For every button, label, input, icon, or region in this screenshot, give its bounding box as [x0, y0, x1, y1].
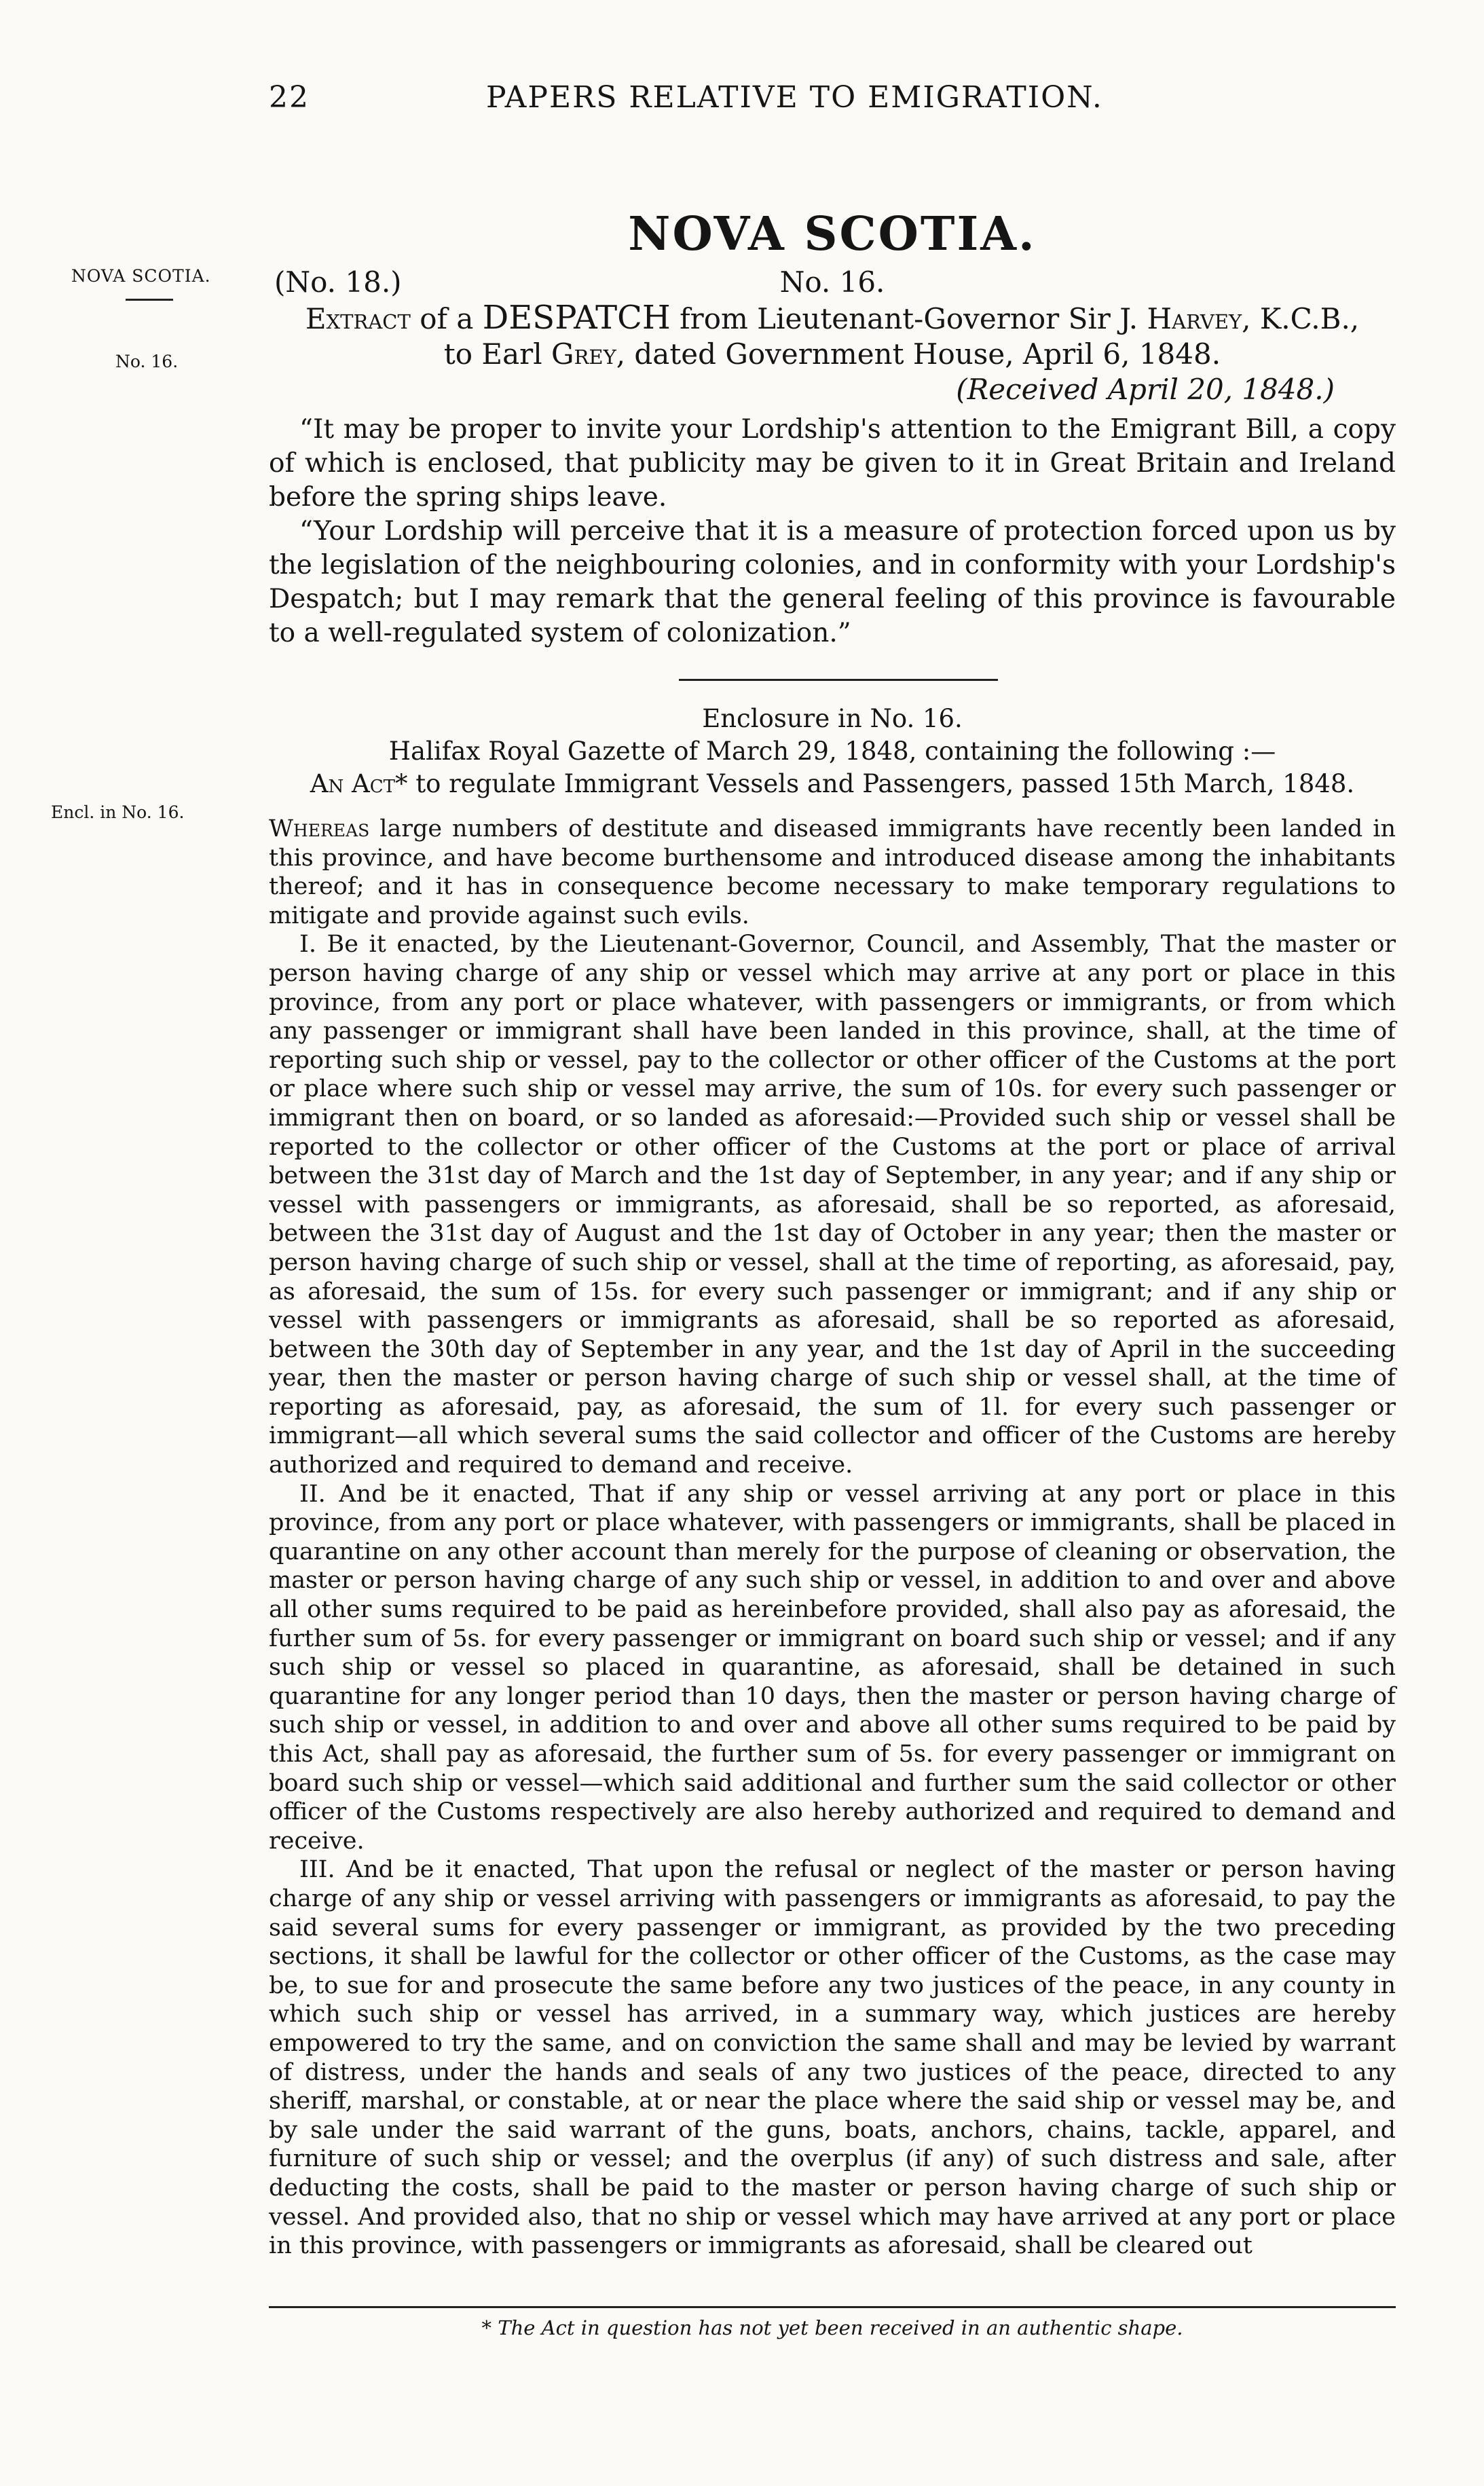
running-title: PAPERS RELATIVE TO EMIGRATION.: [486, 80, 1103, 115]
act-section: III. And be it enacted, That upon the refusal or neglect of the master or person having charge of any ship or vessel arriving with passengers or immigrants as aforesaid, to pay the said several sums for every passenger or immigrant, as provided by the two preceding sections, it shall be lawful for the collector or other officer of the Customs, as the case may be, to sue for and prosecute the same before any two justices of the peace, in any county in which such ship or vessel has arrived, in a summary way, which justices are hereby empowered to try the same, and on conviction the same shall and may be levied by warrant of distress, under the hands and seals of any two justices of the peace, directed to any sheriff, marshal, or constable, at or near the place where the said ship or vessel may be, and by sale under the said warrant of the guns, boats, anchors, chains, tackle, apparel, and furniture of such ship or vessel; and the overplus (if any) of such distress and sale, after deducting the costs, shall be paid to the master or person having charge of such ship or vessel. And provided also, that no ship or vessel which may have arrived at any port or place in this province, with passengers or immigrants as aforesaid, shall be cleared out: [269, 1856, 1396, 2260]
act-section: I. Be it enacted, by the Lieutenant-Governor, Council, and Assembly, That the master or person having charge of any ship or vessel which may arrive at any port or place in this province, from any port or place whatever, with passengers or immigrants, or from which any passenger or immigrant shall have been landed in this province, shall, at the time of reporting such ship or vessel, pay to the collector or other officer of the Customs at the port or place where such ship or vessel may arrive, the sum of 10s. for every such passenger or immigrant then on board, or so landed as aforesaid:—Provided such ship or vessel shall be reported to the collector or other officer of the Customs at the port or place of arrival between the 31st day of March and the 1st day of September, in any year; and if any ship or vessel with passengers or immigrants, as aforesaid, shall be so reported, as aforesaid, between the 31st day of August and the 1st day of October in any year; then the master or person having charge of such ship or vessel, shall at the time of reporting, as aforesaid, pay, as aforesaid, the sum of 15s. for every such passenger or immigrant; and if any ship or vessel with passengers or immigrants as aforesaid, shall be so reported as aforesaid, between the 30th day of September in any year, and the 1st day of April in the succeeding year, then the master or person having charge of such ship or vessel shall, at the time of reporting as aforesaid, pay, as aforesaid, the sum of 1l. for every such passenger or immigrant—all which several sums the said collector and officer of the Customs are hereby authorized and required to demand and receive.: [269, 931, 1396, 1479]
enclosure-heading: [269, 703, 1396, 800]
margin-note-rule: [126, 299, 173, 301]
page-number: 22: [269, 80, 310, 115]
extract-of-a: of a: [420, 302, 474, 335]
margin-note-number: No. 16.: [115, 352, 179, 371]
despatch-series-number: (No. 18.): [274, 265, 402, 299]
section-title: NOVA SCOTIA.: [628, 207, 1037, 261]
act-section: II. And be it enacted, That if any ship or vessel arriving at any port or place in this province, from any port or place whatever, with passengers or immigrants, shall be placed in quarantine on any other account than merely for the purpose of cleaning or observation, the master or person having charge of any such ship or vessel, in addition to and over and above all other sums required to be paid as hereinbefore provided, shall also pay as aforesaid, the further sum of 5s. for every passenger or immigrant on board such ship or vessel; and if any such ship or vessel so placed in quarantine, as aforesaid, shall be detained in such quarantine for any longer period than 10 days, then the master or person having charge of such ship or vessel, in addition to and over and above all other sums required to be paid by this Act, shall pay as aforesaid, the further sum of 5s. for every passenger or immigrant on board such ship or vessel—which said additional and further sum the said collector or other officer of the Customs respectively are also hereby authorized and required to demand and receive.: [269, 1480, 1396, 1855]
despatch-kcb: , K.C.B.,: [1242, 302, 1360, 335]
whereas-word: Whereas: [269, 815, 370, 842]
despatch-number: No. 16.: [779, 265, 885, 299]
despatch-to-earl: to Earl: [443, 337, 542, 371]
despatch-to-line: [269, 337, 1396, 372]
act-title: to regulate Immigrant Vessels and Passengers, passed 15th March, 1848.: [415, 769, 1355, 798]
whereas-text: large numbers of destitute and diseased immigrants have recently been landed in this province, and have become burthensome and introduced disease among the inhabitants thereof; and it has in consequence become necessary to make temporary regulations to mitigate and provide against such evils.: [269, 815, 1396, 929]
enclosure-title: Enclosure in No. 16.: [702, 704, 963, 733]
despatch-heading: [269, 265, 1396, 407]
despatch-word: DESPATCH: [482, 299, 671, 337]
footnote: * The Act in question has not yet been received in an authentic shape.: [481, 2316, 1183, 2339]
act-word: An Act*: [310, 769, 408, 798]
margin-note-province: NOVA SCOTIA.: [71, 266, 211, 286]
margin-note-enclosure: Encl. in No. 16.: [51, 802, 185, 822]
act-title-line: [269, 768, 1396, 800]
despatch-harvey: Harvey: [1147, 302, 1242, 335]
act-body: [269, 815, 1396, 2261]
act-preamble: [269, 815, 1396, 930]
gazette-line: Halifax Royal Gazette of March 29, 1848, containing the following :—: [388, 737, 1276, 766]
despatch-paragraph: “It may be proper to invite your Lordship's attention to the Emigrant Bill, a copy of which is enclosed, that publicity may be given to it in Great Britain and Ireland before the spring ships leave.: [269, 414, 1396, 513]
despatch-dated: , dated Government House, April 6, 1848.: [616, 337, 1221, 371]
running-head: [269, 80, 1396, 128]
despatch-paragraph: “Your Lordship will perceive that it is a measure of protection forced upon us by the legislation of the neighbouring colonies, and in conformity with your Lordship's Despatch; but I may remark that the general feeling of this province is favourable to a well-regulated system of colonization.”: [269, 516, 1396, 648]
despatch-body: [269, 413, 1396, 650]
despatch-received: (Received April 20, 1848.): [956, 373, 1335, 406]
extract-word: Extract: [305, 302, 411, 335]
footnote-rule: [269, 2306, 1396, 2308]
despatch-grey: Grey: [551, 337, 616, 371]
despatch-from: from Lieutenant-Governor Sir J.: [680, 302, 1138, 335]
despatch-extract-line: [269, 300, 1396, 337]
section-divider: [679, 679, 998, 681]
